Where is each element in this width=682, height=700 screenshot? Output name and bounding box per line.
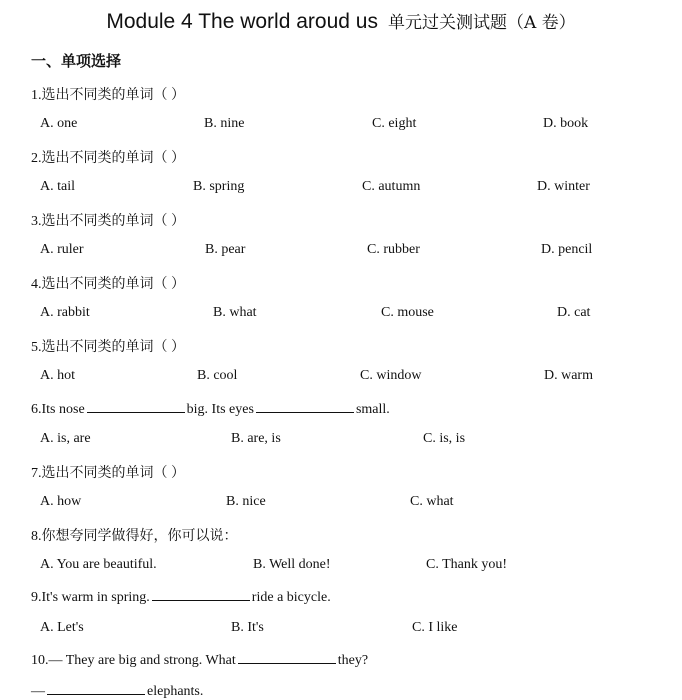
question-4-option-a: A. rabbit — [40, 305, 90, 320]
question-6-stem-part-2: big. Its eyes — [186, 402, 254, 417]
question-2-option-a: A. tail — [40, 179, 75, 194]
question-5-option-b: B. cool — [197, 368, 238, 383]
question-6-stem-part-3: small. — [355, 402, 390, 417]
question-5-option-c: C. window — [360, 368, 422, 383]
question-6-stem — [31, 400, 390, 418]
question-6-stem-part-1: 6.Its nose — [31, 402, 85, 417]
question-2-option-c: C. autumn — [362, 179, 421, 194]
question-10-blank — [238, 651, 336, 664]
question-7-option-c: C. what — [410, 494, 454, 509]
question-10-stem-part-2: they? — [337, 653, 369, 668]
question-2-option-b: B. spring — [193, 179, 245, 194]
question-10-answer-part-2: elephants. — [147, 684, 204, 699]
question-2-stem: 2.选出不同类的单词（ ） — [31, 151, 185, 166]
question-9-option-c: C. I like — [412, 620, 458, 635]
question-6-blank-2 — [256, 400, 354, 413]
question-10-answer-blank — [47, 682, 145, 695]
title-english: Module 4 The world aroud us — [106, 10, 378, 33]
question-4-stem: 4.选出不同类的单词（ ） — [31, 277, 185, 292]
question-7-option-a: A. how — [40, 494, 82, 509]
question-8-option-b: B. Well done! — [253, 557, 331, 572]
question-4-option-c: C. mouse — [381, 305, 434, 320]
question-10-answer-dash: — — [31, 684, 45, 699]
question-5-option-d: D. warm — [544, 368, 593, 383]
question-7-option-b: B. nice — [226, 494, 266, 509]
question-4-option-b: B. what — [213, 305, 257, 320]
question-9-stem-part-1: 9.It's warm in spring. — [31, 590, 150, 605]
question-1-stem: 1.选出不同类的单词（ ） — [31, 88, 185, 103]
question-5-option-a: A. hot — [40, 368, 75, 383]
question-3-option-b: B. pear — [205, 242, 246, 257]
question-10-stem — [31, 651, 368, 669]
question-3-stem: 3.选出不同类的单词（ ） — [31, 214, 185, 229]
document-title — [0, 8, 682, 34]
question-9-blank — [152, 588, 250, 601]
question-6-blank-1 — [87, 400, 185, 413]
section-heading: 一、单项选择 — [31, 52, 122, 70]
question-1-option-a: A. one — [40, 116, 78, 131]
question-1-option-d: D. book — [543, 116, 589, 131]
question-1-option-c: C. eight — [372, 116, 417, 131]
question-9-option-b: B. It's — [231, 620, 264, 635]
question-8-option-c: C. Thank you! — [426, 557, 508, 572]
question-9-stem — [31, 588, 331, 606]
question-10-stem-part-1: 10.— They are big and strong. What — [31, 653, 236, 668]
question-8-stem: 8.你想夸同学做得好，你可以说： — [31, 529, 238, 544]
question-4-option-d: D. cat — [557, 305, 591, 320]
question-1-option-b: B. nine — [204, 116, 245, 131]
question-8-option-a: A. You are beautiful. — [40, 557, 157, 572]
question-3-option-d: D. pencil — [541, 242, 593, 257]
question-3-option-a: A. ruler — [40, 242, 84, 257]
question-3-option-c: C. rubber — [367, 242, 420, 257]
title-chinese: 单元过关测试题（A 卷） — [387, 13, 576, 33]
question-6-option-b: B. are, is — [231, 431, 281, 446]
question-7-stem: 7.选出不同类的单词（ ） — [31, 466, 185, 481]
question-10-answer — [31, 682, 203, 700]
question-6-option-a: A. is, are — [40, 431, 91, 446]
question-5-stem: 5.选出不同类的单词（ ） — [31, 340, 185, 355]
question-9-stem-part-2: ride a bicycle. — [251, 590, 331, 605]
question-6-option-c: C. is, is — [423, 431, 466, 446]
question-2-option-d: D. winter — [537, 179, 590, 194]
question-9-option-a: A. Let's — [40, 620, 84, 635]
